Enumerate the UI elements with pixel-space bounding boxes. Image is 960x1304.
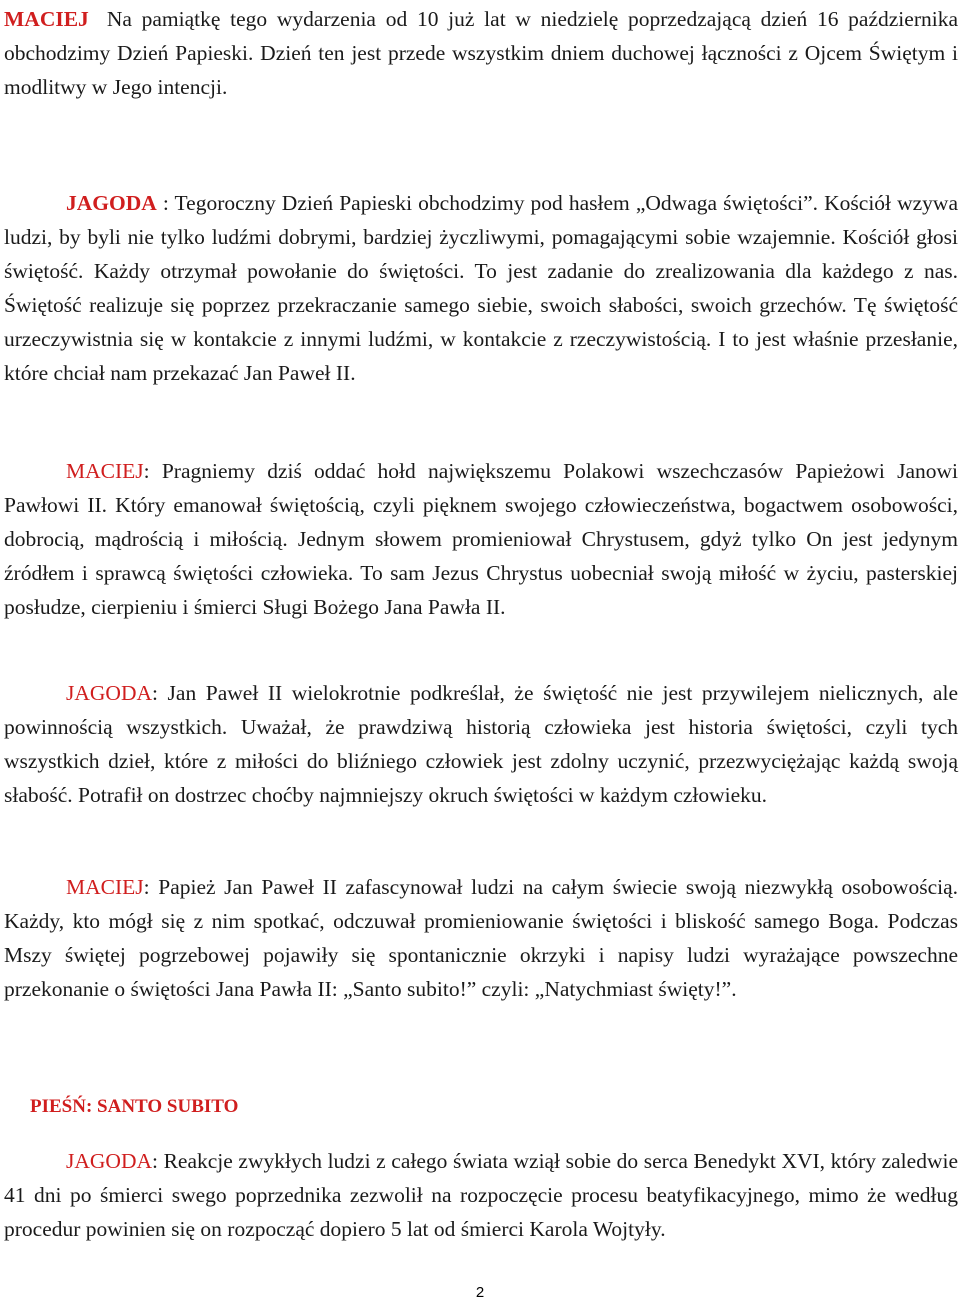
song-heading: PIEŚŃ: SANTO SUBITO <box>30 1096 239 1117</box>
speaker-label: JAGODA <box>66 191 157 215</box>
paragraph-maciej-3 <box>4 870 958 1006</box>
speaker-label: MACIEJ <box>66 459 144 483</box>
paragraph-text: Pragniemy dziś oddać hołd największemu Polakowi wszechczasów Papieżowi Janowi Pawłowi II. Który emanował świętością, czyli pięknem swojego człowieczeństwa, bogactwem osobowości, dobrocią, mądrością i miłością. Jednym słowem promieniował Chrystusem, gdyż tylko On jest jedynym źródłem i sprawcą świętości człowieka. To sam Jezus Chrystus uobecniał swoją miłość w życiu, pasterskiej posłudze, cierpieniu i śmierci Sługi Bożego Jana Pawła II. <box>4 459 958 619</box>
paragraph-maciej-2 <box>4 454 958 624</box>
paragraph-text: Jan Paweł II wielokrotnie podkreślał, że świętość nie jest przywilejem nielicznych, ale powinnością wszystkich. Uważał, że prawdziwą historią człowieka jest historia świętości, czyli tych wszystkich dzieł, które z miłości do bliźniego człowiek jest zdolny uczynić, przezwyciężając każdą swoją słabość. Potrafił on dostrzec choćby najmniejszy okruch świętości w każdym człowieku. <box>4 681 958 807</box>
paragraph-maciej-1 <box>4 2 958 104</box>
speaker-separator: : <box>143 459 150 483</box>
speaker-label: JAGODA <box>66 1149 152 1173</box>
speaker-separator: : <box>152 681 158 705</box>
speaker-separator: : <box>152 1149 158 1173</box>
paragraph-jagoda-2 <box>4 676 958 812</box>
speaker-label: MACIEJ <box>66 875 144 899</box>
paragraph-text: Na pamiątkę tego wydarzenia od 10 już lat w niedzielę poprzedzającą dzień 16 października obchodzimy Dzień Papieski. Dzień ten jest przede wszystkim dniem duchowej łączności z Ojcem Świętym i modlitwy w Jego intencji. <box>4 7 958 99</box>
paragraph-text: Reakcje zwykłych ludzi z całego świata wziął sobie do serca Benedykt XVI, który zaledwie 41 dni po śmierci swego poprzednika zezwolił na rozpoczęcie procesu beatyfikacyjnego, mimo że według procedur powinien się on rozpocząć dopiero 5 lat od śmierci Karola Wojtyły. <box>4 1149 958 1241</box>
page-number: 2 <box>475 1284 485 1301</box>
speaker-separator: : <box>156 191 169 215</box>
paragraph-text: Papież Jan Paweł II zafascynował ludzi na całym świecie swoją niezwykłą osobowością. Każdy, kto mógł się z nim spotkać, odczuwał promieniowanie świętości i bliskość samego Boga. Podczas Mszy świętej pogrzebowej pojawiły się spontanicznie okrzyki i napisy ludzi wyrażające powszechne przekonanie o świętości Jana Pawła II: „Santo subito!” czyli: „Natychmiast święty!”. <box>4 875 958 1001</box>
paragraph-jagoda-3 <box>4 1144 958 1246</box>
paragraph-jagoda-1 <box>4 186 958 390</box>
paragraph-text: Tegoroczny Dzień Papieski obchodzimy pod hasłem „Odwaga świętości”. Kościół wzywa ludzi, by byli nie tylko ludźmi dobrymi, bardziej życzliwymi, pomagającymi sobie wzajemnie. Kościół głosi świętość. Każdy otrzymał powołanie do świętości. To jest zadanie do zrealizowania dla każdego z nas. Świętość realizuje się poprzez przekraczanie samego siebie, swoich słabości, swoich grzechów. Tę świętość urzeczywistnia się w kontakcie z innymi ludźmi, w kontakcie z rzeczywistością. I to jest właśnie przesłanie, które chciał nam przekazać Jan Paweł II. <box>4 191 958 385</box>
speaker-separator: : <box>143 875 150 899</box>
speaker-label: JAGODA <box>66 681 152 705</box>
speaker-label: MACIEJ <box>4 7 89 31</box>
